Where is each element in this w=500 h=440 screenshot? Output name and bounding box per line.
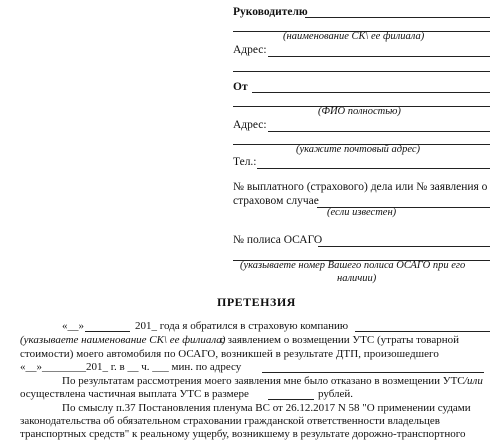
policy-hint-line1: (указываете номер Вашего полиса ОСАГО при его (240, 260, 466, 271)
p2-amount-line (268, 399, 314, 400)
p1-line4: «__»________201_ г. в __ ч. ___ мин. по адресу (20, 361, 242, 373)
case-label-line2: страховом случае (233, 195, 319, 207)
phone-line (257, 168, 490, 169)
p3-line1: По смыслу п.37 Постановления пленума ВС от 26.12.2017 N 58 "О применении судами (62, 402, 471, 414)
from-hint: (ФИО полностью) (318, 106, 401, 117)
case-hint: (если известен) (327, 207, 397, 218)
address1-line (268, 56, 490, 57)
from-label: От (233, 81, 248, 93)
p2-line1-or: /или (464, 375, 483, 387)
p1-date-line (85, 331, 130, 332)
phone-label: Тел.: (233, 156, 257, 168)
page-title: ПРЕТЕНЗИЯ (217, 295, 296, 309)
address1-line-2 (233, 71, 490, 72)
p1-company-line (355, 331, 490, 332)
head-hint: (наименование СК\ ее филиала) (283, 31, 425, 42)
p1-date-blank: «__» (62, 320, 84, 332)
p3-line3: транспортных средств" к реальному ущербу, возникшему в результате дорожно-транспортного (20, 428, 466, 440)
p3-line2: законодательства об обязательном страховании гражданской ответственности владельцев (20, 415, 440, 427)
address2-label: Адрес: (233, 119, 267, 131)
policy-label: № полиса ОСАГО (233, 234, 323, 246)
p1-line2: с заявлением о возмещении УТС (утраты товарной (220, 334, 459, 346)
p1-line3: стоимости) моего автомобиля по ОСАГО, возникшей в результате ДТП, произошедшего (20, 348, 439, 360)
case-label-line1: № выплатного (страхового) дела или № заявления о (233, 181, 488, 193)
from-line (252, 92, 490, 93)
address2-hint: (укажите почтовый адрес) (296, 144, 421, 155)
head-line (305, 17, 490, 18)
p1-line1: 201_ года я обратился в страховую компанию (135, 320, 349, 332)
p1-company-hint: (указываете наименование СК\ ее филиала) (20, 334, 226, 346)
p2-line1: По результатам рассмотрения моего заявления мне было отказано в возмещении УТС (62, 375, 465, 387)
p2-rubles: рублей. (318, 388, 354, 400)
p1-address-line (262, 372, 484, 373)
p2-line2: осуществлена частичная выплата УТС в размере (20, 388, 249, 400)
head-label: Руководителю (233, 6, 308, 18)
policy-hint-line2: наличии) (337, 273, 377, 284)
address1-label: Адрес: (233, 44, 267, 56)
policy-line (318, 246, 490, 247)
address2-line (268, 131, 490, 132)
